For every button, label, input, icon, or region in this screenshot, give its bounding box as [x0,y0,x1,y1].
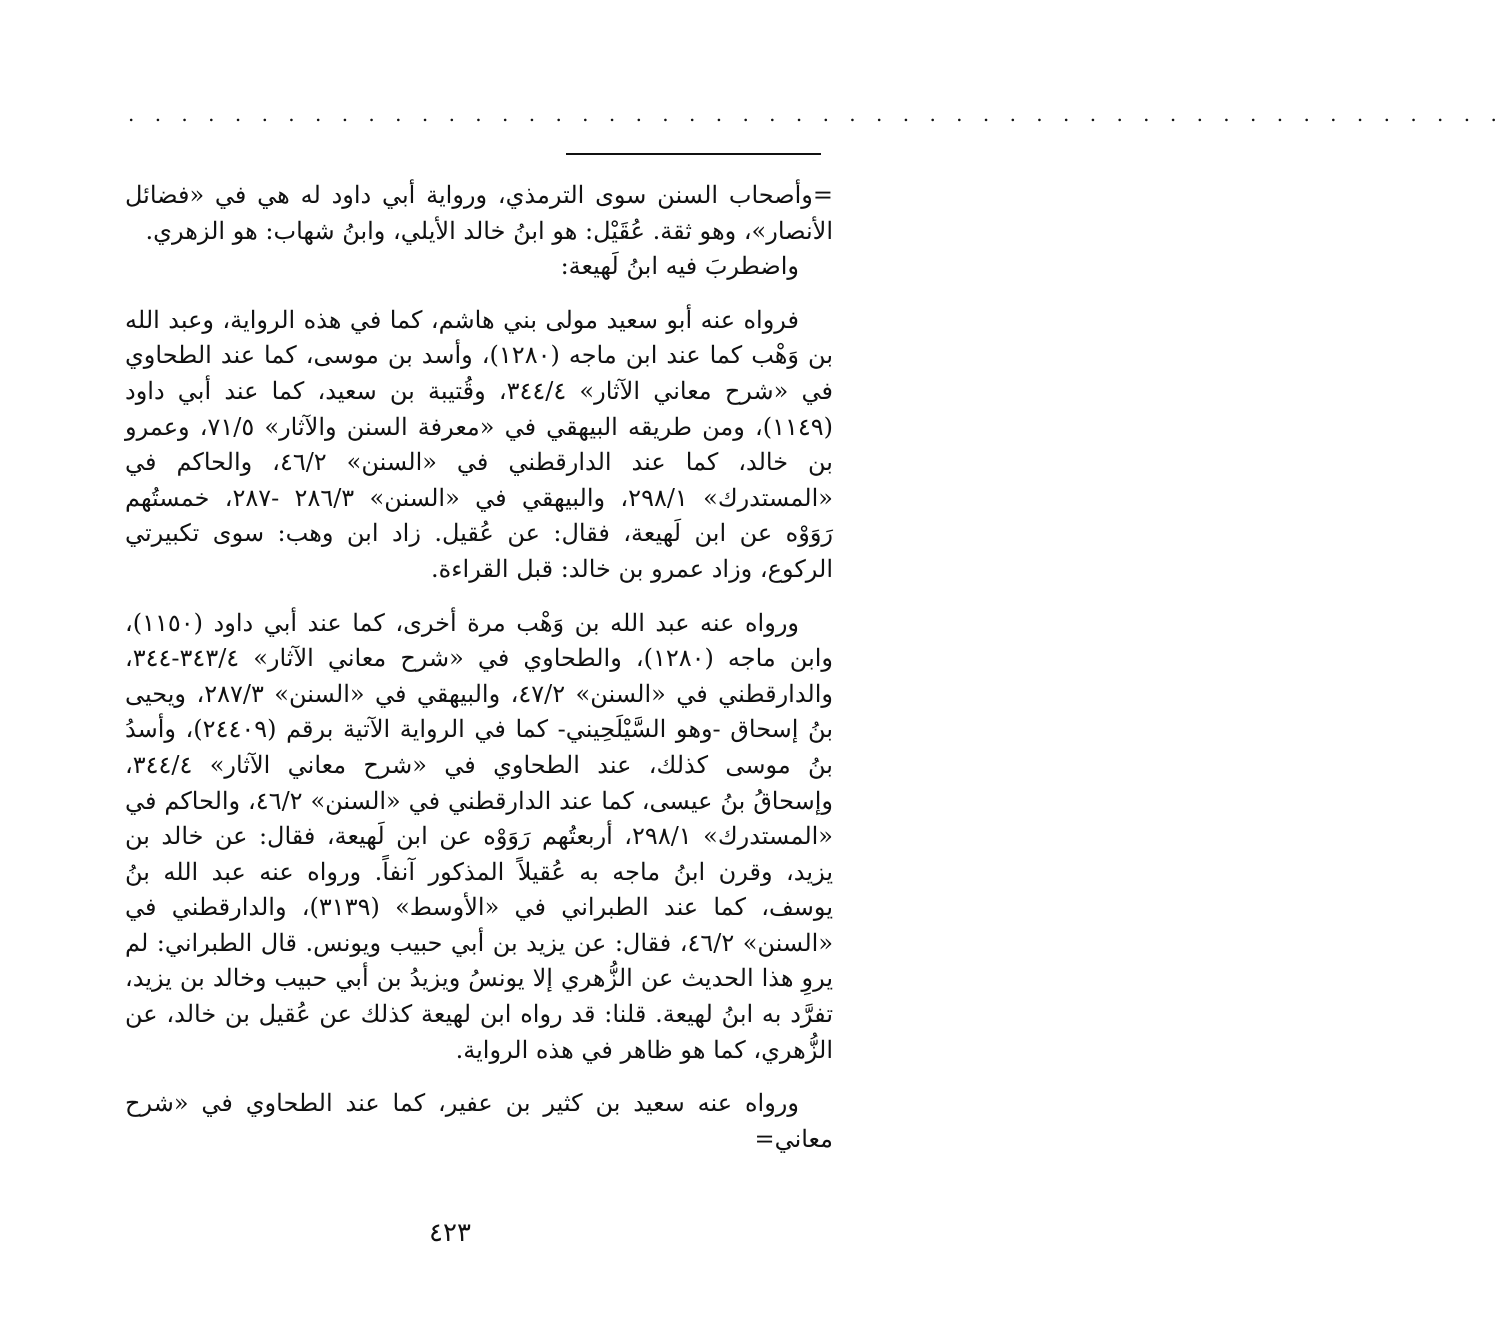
paragraph-first-narration: فرواه عنه أبو سعيد مولى بني هاشم، كما في هذه الرواية، وعبد الله بن وَهْب كما عند ابن ماجه (١٢٨٠)، وأسد بن موسى، كما عند الطحاوي في «شرح معاني الآثار» ٣٤٤/٤، وقُتيبة بن سعيد، كما عند أبي داود (١١٤٩)، ومن طريقه البيهقي في «معرفة السنن والآثار» ٧١/٥، وعمرو بن خالد، كما عند الدارقطني في «السنن» ٤٦/٢، والحاكم في «المستدرك» ٢٩٨/١، والبيهقي في «السنن» ٢٨٦/٣ -٢٨٧، خمستُهم رَوَوْه عن ابن لَهيعة، فقال: عن عُقيل. زاد ابن وهب: سوى تكبيرتي الركوع، وزاد عمرو بن خالد: قبل القراءة. [125,305,833,583]
paragraph-third-narration: ورواه عنه سعيد بن كثير بن عفير، كما عند الطحاوي في «شرح معاني= [125,1089,833,1153]
footnote-rule [566,153,821,155]
paragraph-heading: واضطربَ فيه ابنُ لَهيعة: [560,252,799,281]
paragraph-continuation: =وأصحاب السنن سوى الترمذي، ورواية أبي داود له هي في «فضائل الأنصار»، وهو ثقة. عُقَيْل: هو ابنُ خالد الأيلي، وابنُ شهاب: هو الزهري. [125,181,833,245]
footnote-text [125,178,833,1157]
separator-dots: . . . . . . . . . . . . . . . . . . . . . . . . . . . . . . . . . . . . . . . . . . . . . . . . . . . . [128,102,1504,126]
page-number: ٤٢٣ [429,1218,471,1248]
paragraph-second-narration: ورواه عنه عبد الله بن وَهْب مرة أخرى، كما عند أبي داود (١١٥٠)، وابن ماجه (١٢٨٠)، والطحاوي في «شرح معاني الآثار» ٣٤٣/٤-٣٤٤، والدارقطني في «السنن» ٤٧/٢، والبيهقي في «السنن» ٢٨٧/٣، ويحيى بنُ إسحاق -وهو السَّيْلَحِيني- كما في الرواية الآتية برقم (٢٤٤٠٩)، وأسدُ بنُ موسى كذلك، عند الطحاوي في «شرح معاني الآثار» ٣٤٤/٤، وإسحاقُ بنُ عيسى، كما عند الدارقطني في «السنن» ٤٦/٢، والحاكم في «المستدرك» ٢٩٨/١، أربعتُهم رَوَوْه عن ابن لَهيعة، فقال: عن خالد بن يزيد، وقرن ابنُ ماجه به عُقيلاً المذكور آنفاً. ورواه عنه عبد الله بنُ يوسف، كما عند الطبراني في «الأوسط» (٣١٣٩)، والدارقطني في «السنن» ٤٦/٢، فقال: عن يزيد بن أبي حبيب ويونس. قال الطبراني: لم يروِ هذا الحديث عن الزُّهري إلا يونسُ ويزيدُ بن أبي حبيب وخالد بن يزيد، تفرَّد به ابنُ لهيعة. قلنا: قد رواه ابن لهيعة كذلك عن عُقيل بن خالد، عن الزُّهري، كما هو ظاهر في هذه الرواية. [125,608,834,1064]
